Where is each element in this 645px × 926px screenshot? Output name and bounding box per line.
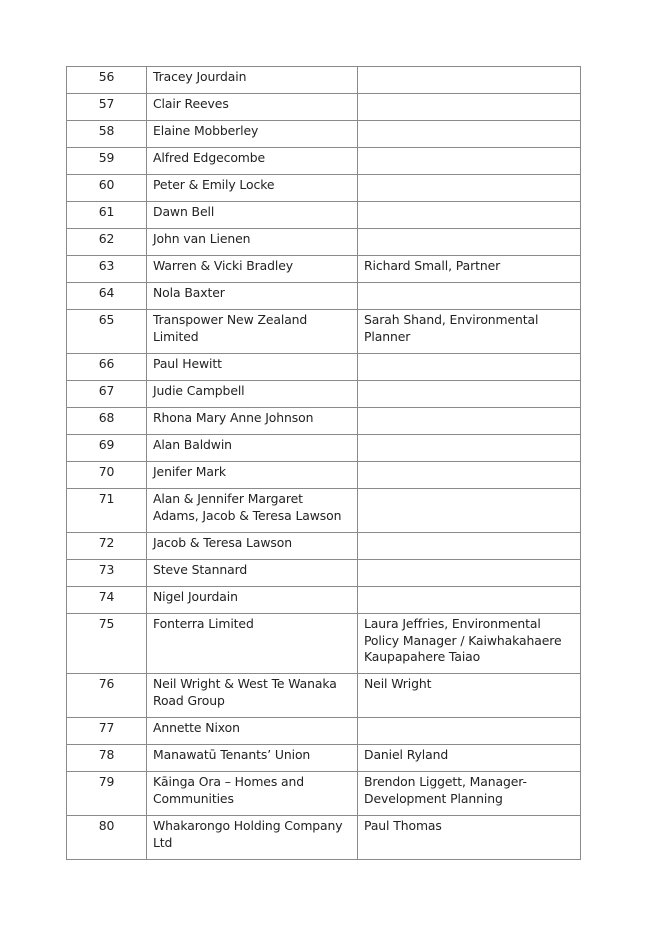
submitter-name: Elaine Mobberley (147, 121, 358, 148)
table-row (67, 148, 581, 175)
submitter-name: Fonterra Limited (147, 614, 358, 674)
contact-person (358, 202, 581, 229)
submitters-table-body (67, 67, 581, 860)
submitter-name: Nigel Jourdain (147, 587, 358, 614)
submitter-name: Transpower New Zealand Limited (147, 310, 358, 354)
submitter-name: Alfred Edgecombe (147, 148, 358, 175)
submission-number: 66 (67, 354, 147, 381)
contact-person: Sarah Shand, Environmental Planner (358, 310, 581, 354)
submission-number: 71 (67, 489, 147, 533)
table-row (67, 256, 581, 283)
table-row (67, 67, 581, 94)
submission-number: 79 (67, 772, 147, 816)
submission-number: 65 (67, 310, 147, 354)
submitter-name: John van Lienen (147, 229, 358, 256)
submission-number: 67 (67, 381, 147, 408)
table-row (67, 560, 581, 587)
submitter-name: Manawatū Tenants’ Union (147, 745, 358, 772)
submitter-name: Rhona Mary Anne Johnson (147, 408, 358, 435)
table-row (67, 587, 581, 614)
contact-person (358, 229, 581, 256)
submitters-table (66, 66, 581, 860)
submitter-name: Jenifer Mark (147, 462, 358, 489)
submitter-name: Warren & Vicki Bradley (147, 256, 358, 283)
submitter-name: Paul Hewitt (147, 354, 358, 381)
table-row (67, 202, 581, 229)
submission-number: 80 (67, 816, 147, 860)
table-row (67, 408, 581, 435)
submitter-name: Tracey Jourdain (147, 67, 358, 94)
table-row (67, 94, 581, 121)
table-row (67, 718, 581, 745)
table-row (67, 354, 581, 381)
table-row (67, 310, 581, 354)
contact-person (358, 148, 581, 175)
table-row (67, 816, 581, 860)
submission-number: 64 (67, 283, 147, 310)
contact-person (358, 94, 581, 121)
contact-person (358, 489, 581, 533)
contact-person (358, 587, 581, 614)
submission-number: 68 (67, 408, 147, 435)
submitter-name: Clair Reeves (147, 94, 358, 121)
table-row (67, 283, 581, 310)
contact-person (358, 462, 581, 489)
table-row (67, 533, 581, 560)
submission-number: 56 (67, 67, 147, 94)
contact-person: Daniel Ryland (358, 745, 581, 772)
submission-number: 74 (67, 587, 147, 614)
contact-person (358, 354, 581, 381)
contact-person (358, 560, 581, 587)
contact-person (358, 381, 581, 408)
table-row (67, 614, 581, 674)
submission-number: 63 (67, 256, 147, 283)
submission-number: 72 (67, 533, 147, 560)
submission-number: 77 (67, 718, 147, 745)
submission-number: 78 (67, 745, 147, 772)
submitter-name: Nola Baxter (147, 283, 358, 310)
submitter-name: Annette Nixon (147, 718, 358, 745)
submission-number: 62 (67, 229, 147, 256)
table-row (67, 175, 581, 202)
submitter-name: Kāinga Ora – Homes and Communities (147, 772, 358, 816)
contact-person: Laura Jeffries, Environmental Policy Manager / Kaiwhakahaere Kaupapahere Taiao (358, 614, 581, 674)
submitter-name: Jacob & Teresa Lawson (147, 533, 358, 560)
contact-person: Neil Wright (358, 674, 581, 718)
contact-person: Brendon Liggett, Manager-Development Planning (358, 772, 581, 816)
table-row (67, 745, 581, 772)
contact-person: Richard Small, Partner (358, 256, 581, 283)
contact-person (358, 67, 581, 94)
table-row (67, 674, 581, 718)
submission-number: 59 (67, 148, 147, 175)
submission-number: 60 (67, 175, 147, 202)
contact-person (358, 175, 581, 202)
contact-person (358, 408, 581, 435)
submission-number: 70 (67, 462, 147, 489)
contact-person (358, 435, 581, 462)
table-row (67, 435, 581, 462)
contact-person (358, 121, 581, 148)
table-row (67, 462, 581, 489)
submission-number: 75 (67, 614, 147, 674)
submitter-name: Whakarongo Holding Company Ltd (147, 816, 358, 860)
submitter-name: Peter & Emily Locke (147, 175, 358, 202)
submission-number: 73 (67, 560, 147, 587)
submitter-name: Dawn Bell (147, 202, 358, 229)
contact-person (358, 718, 581, 745)
submission-number: 76 (67, 674, 147, 718)
table-row (67, 381, 581, 408)
table-row (67, 772, 581, 816)
submitter-name: Alan Baldwin (147, 435, 358, 462)
submission-number: 69 (67, 435, 147, 462)
submission-number: 57 (67, 94, 147, 121)
table-row (67, 489, 581, 533)
submitter-name: Judie Campbell (147, 381, 358, 408)
submitter-name: Steve Stannard (147, 560, 358, 587)
submission-number: 58 (67, 121, 147, 148)
contact-person (358, 283, 581, 310)
contact-person (358, 533, 581, 560)
table-row (67, 229, 581, 256)
submission-number: 61 (67, 202, 147, 229)
submitter-name: Alan & Jennifer Margaret Adams, Jacob & Teresa Lawson (147, 489, 358, 533)
table-row (67, 121, 581, 148)
submitter-name: Neil Wright & West Te Wanaka Road Group (147, 674, 358, 718)
contact-person: Paul Thomas (358, 816, 581, 860)
